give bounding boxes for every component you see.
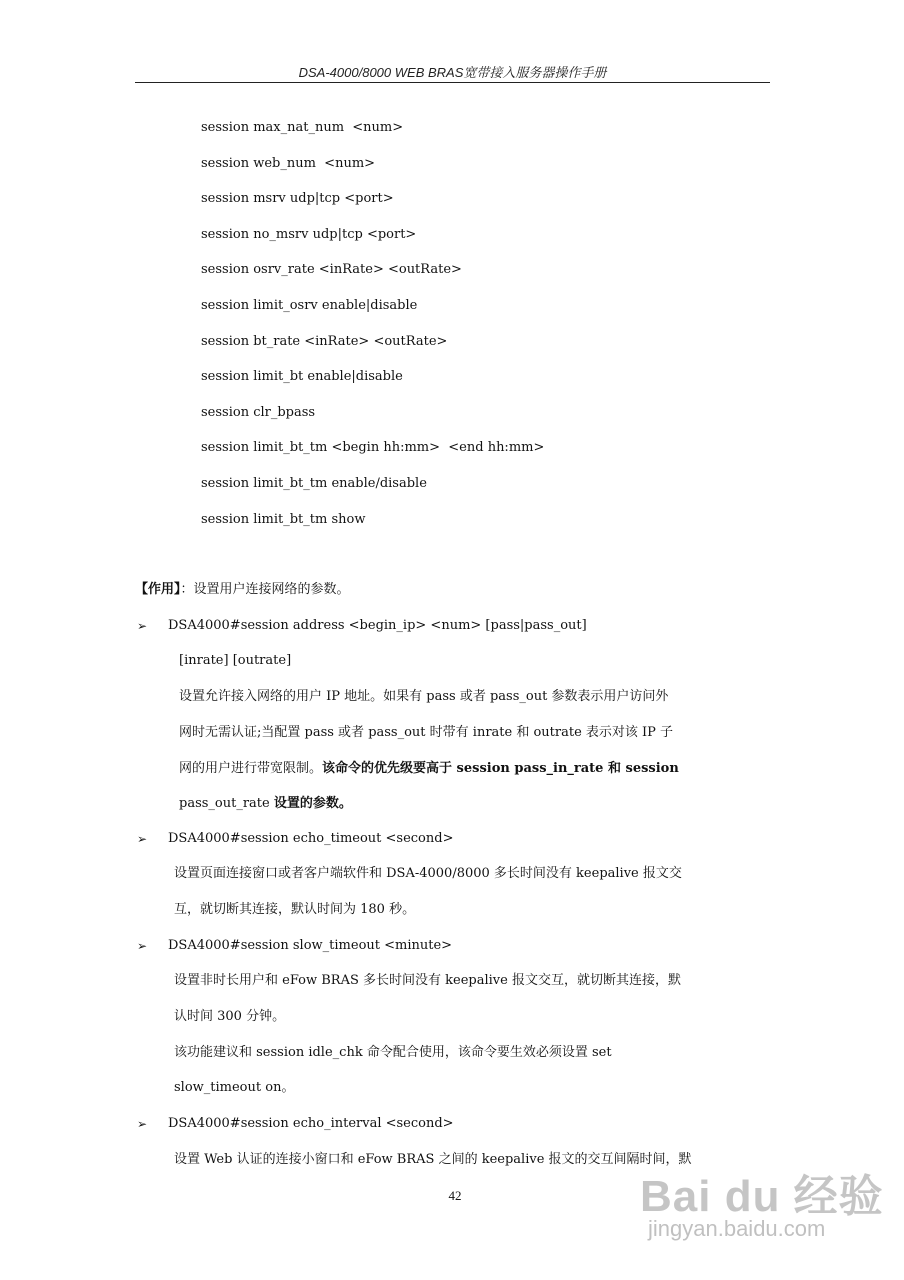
command-list — [201, 118, 544, 545]
address-desc-line: 设置允许接入网络的用户 IP 地址。如果有 pass 或者 pass_out 参数表示用户访问外 — [179, 689, 669, 704]
slow-timeout-desc-line: 认时间 300 分钟。 — [174, 1009, 286, 1024]
baidu-watermark — [640, 1160, 884, 1260]
command-line: session limit_bt enable|disable — [201, 369, 403, 385]
echo-timeout-desc-line: 设置页面连接窗口或者客户端软件和 DSA-4000/8000 多长时间没有 keepalive 报文交 — [174, 866, 682, 881]
echo-timeout-desc-line: 互，就切断其连接，默认时间为 180 秒。 — [174, 902, 416, 917]
command-line: session msrv udp|tcp <port> — [201, 191, 394, 207]
address-desc-line-3 — [179, 759, 679, 779]
address-command: DSA4000#session address <begin_ip> <num> [pass|pass_out] — [168, 618, 587, 633]
watermark-logo-text: Bai du 经验 — [640, 1172, 884, 1221]
address-desc-plain: 网的用户进行带宽限制。 — [179, 761, 323, 776]
address-desc-line: 网时无需认证;当配置 pass 或者 pass_out 时带有 inrate 和 outrate 表示对该 IP 子 — [179, 725, 674, 740]
command-line: session limit_osrv enable|disable — [201, 297, 418, 313]
command-line: session clr_bpass — [201, 404, 316, 420]
purpose-label: 【作用】 — [135, 582, 181, 597]
bullet-icon: ➢ — [137, 1117, 148, 1131]
echo-timeout-command: DSA4000#session echo_timeout <second> — [168, 831, 454, 846]
address-desc-bold-2: 设置的参数。 — [273, 796, 352, 811]
command-line: session limit_bt_tm <begin hh:mm> <end hh:mm> — [201, 440, 545, 456]
purpose-line — [135, 580, 350, 600]
bullet-icon: ➢ — [137, 939, 148, 953]
page-header-title: DSA-4000/8000 WEB BRAS宽带接入服务器操作手册 — [298, 65, 607, 80]
page-number: 42 — [448, 1188, 462, 1203]
command-line: session limit_bt_tm enable/disable — [201, 475, 427, 491]
address-desc-plain-2: pass_out_rate — [179, 796, 274, 811]
address-command-cont: [inrate] [outrate] — [179, 653, 292, 668]
slow-timeout-desc-line: slow_timeout on。 — [174, 1080, 295, 1095]
purpose-text: ：设置用户连接网络的参数。 — [180, 582, 350, 597]
slow-timeout-command: DSA4000#session slow_timeout <minute> — [168, 938, 453, 953]
command-line: session no_msrv udp|tcp <port> — [201, 226, 417, 242]
watermark-url: jingyan.baidu.com — [648, 1216, 826, 1241]
bullet-icon: ➢ — [137, 619, 148, 633]
command-line: session max_nat_num <num> — [201, 120, 404, 135]
echo-interval-command: DSA4000#session echo_interval <second> — [168, 1116, 454, 1131]
bullet-icon: ➢ — [137, 832, 148, 846]
command-line: session limit_bt_tm show — [201, 511, 366, 527]
header-rule — [135, 82, 770, 83]
slow-timeout-desc-line: 该功能建议和 session idle_chk 命令配合使用，该命令要生效必须设置 set — [174, 1045, 612, 1060]
command-line: session bt_rate <inRate> <outRate> — [201, 333, 448, 349]
slow-timeout-desc-line: 设置非时长用户和 eFow BRAS 多长时间没有 keepalive 报文交互，就切断其连接，默 — [174, 973, 681, 988]
address-desc-line-4 — [179, 794, 352, 814]
address-desc-bold: 该命令的优先级要高于 session pass_in_rate 和 session — [322, 761, 679, 776]
command-line: session osrv_rate <inRate> <outRate> — [201, 262, 462, 278]
command-line: session web_num <num> — [201, 155, 376, 171]
echo-interval-desc-line: 设置 Web 认证的连接小窗口和 eFow BRAS 之间的 keepalive 报文的交互间隔时间，默 — [174, 1152, 692, 1167]
